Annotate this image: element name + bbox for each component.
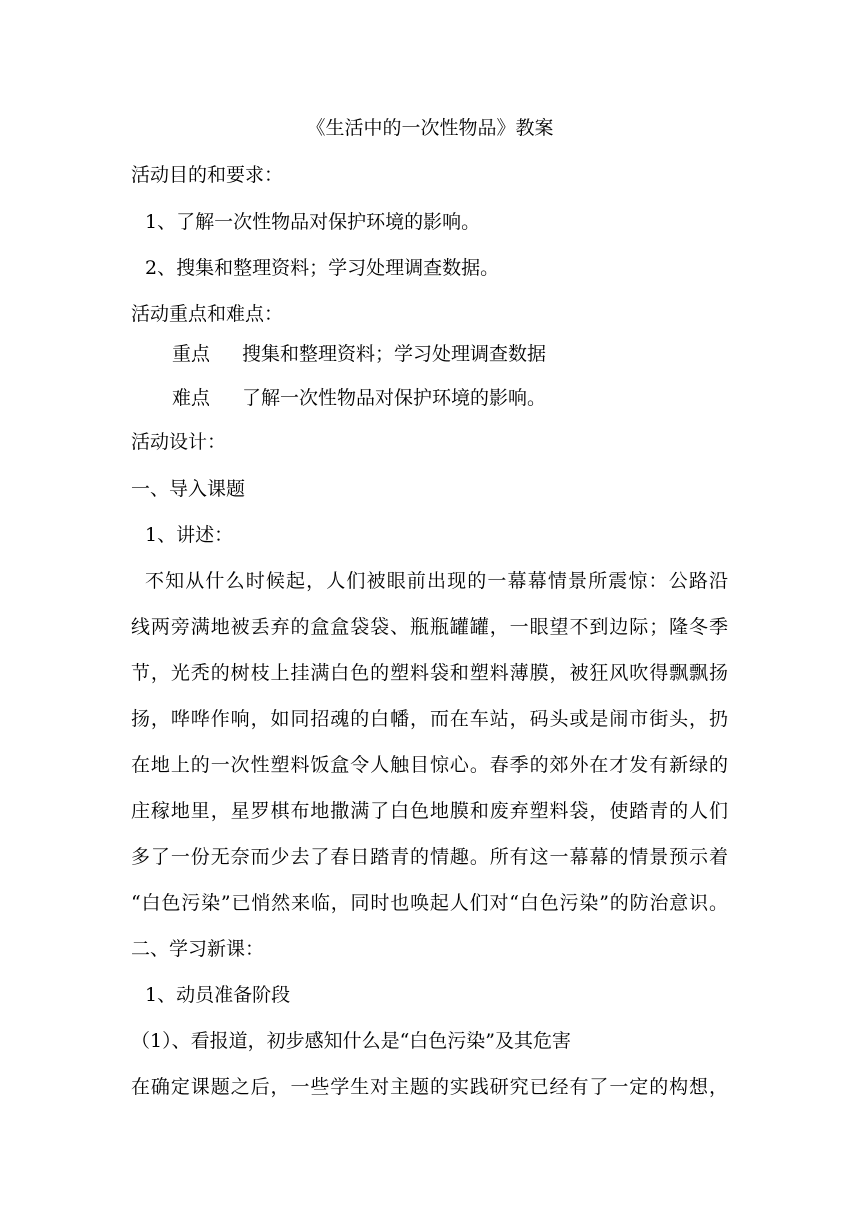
document-title: 《生活中的一次性物品》教案 bbox=[306, 117, 554, 139]
key-point-text: 搜集和整理资料；学习处理调查数据 bbox=[242, 343, 547, 365]
section-2-heading: 二、学习新课： bbox=[131, 938, 265, 960]
section-1-item-1: 1、讲述： bbox=[145, 524, 234, 546]
paragraph-line: “白色污染”已悄然来临，同时也唤起人们对“白色污染”的防治意识。 bbox=[131, 892, 728, 914]
difficulty-row bbox=[172, 386, 546, 410]
objective-1: 1、了解一次性物品对保护环境的影响。 bbox=[145, 211, 481, 233]
section-2-sub-1: （1）、看报道，初步感知什么是“白色污染”及其危害 bbox=[131, 1030, 572, 1052]
key-point-row bbox=[172, 342, 546, 366]
design-heading: 活动设计： bbox=[131, 431, 227, 453]
difficulty-label: 难点 bbox=[172, 387, 211, 409]
key-points-heading: 活动重点和难点： bbox=[131, 303, 284, 325]
paragraph-line: 扬，哗哗作响，如同招魂的白幡，而在车站，码头或是闹市街头，扔 bbox=[131, 708, 728, 730]
paragraph-line: 庄稼地里，星罗棋布地撒满了白色地膜和废弃塑料袋，使踏青的人们 bbox=[131, 800, 728, 822]
section-2-item-1: 1、动员准备阶段 bbox=[145, 984, 291, 1006]
objectives-heading: 活动目的和要求： bbox=[131, 164, 284, 186]
key-point-label: 重点 bbox=[172, 343, 211, 365]
objective-2: 2、搜集和整理资料；学习处理调查数据。 bbox=[145, 257, 500, 279]
paragraph-line: 多了一份无奈而少去了春日踏青的情趣。所有这一幕幕的情景预示着 bbox=[131, 846, 728, 868]
paragraph-line: 不知从什么时候起，人们被眼前出现的一幕幕情景所震惊：公路沿 bbox=[145, 570, 728, 592]
paragraph-line: 在地上的一次性塑料饭盒令人触目惊心。春季的郊外在才发有新绿的 bbox=[131, 754, 728, 776]
paragraph-line: 在确定课题之后，一些学生对主题的实践研究已经有了一定的构想， bbox=[131, 1076, 728, 1098]
paragraph-line: 线两旁满地被丢弃的盒盒袋袋、瓶瓶罐罐，一眼望不到边际；隆冬季 bbox=[131, 616, 728, 638]
section-1-heading: 一、导入课题 bbox=[131, 478, 246, 500]
difficulty-text: 了解一次性物品对保护环境的影响。 bbox=[242, 387, 547, 409]
paragraph-line: 节，光秃的树枝上挂满白色的塑料袋和塑料薄膜，被狂风吹得飘飘扬 bbox=[131, 662, 728, 684]
